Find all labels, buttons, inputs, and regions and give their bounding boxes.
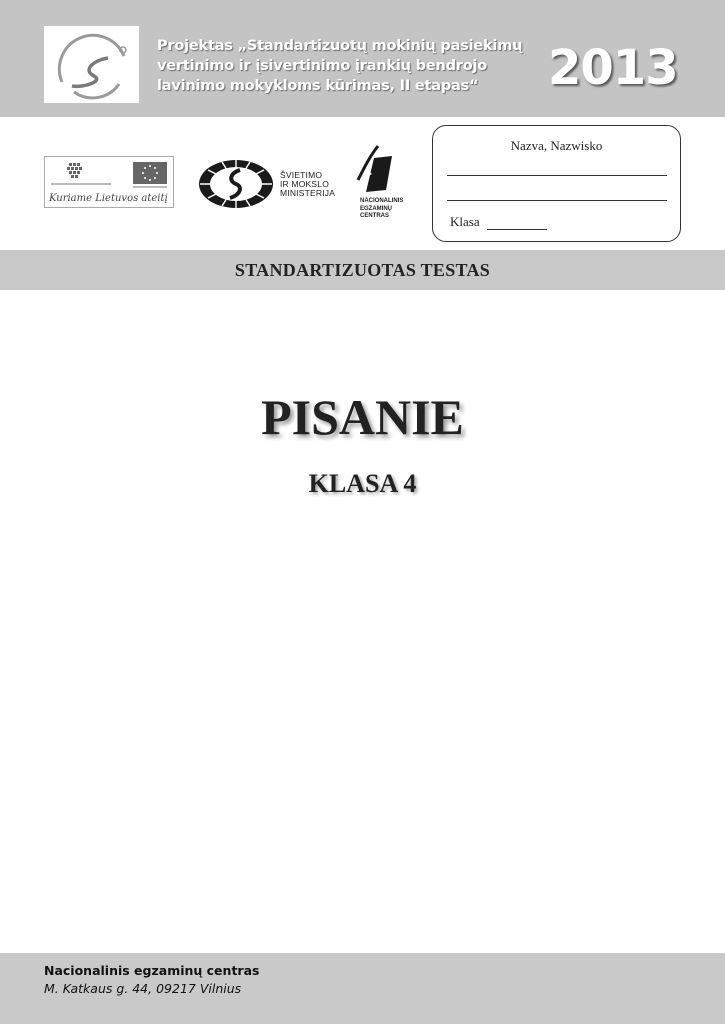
exam-center-name-line: CENTRAS <box>360 213 390 219</box>
page-title: PISANIE <box>261 389 464 445</box>
page-subtitle: KLASA 4 <box>308 469 417 498</box>
header-band <box>0 0 725 117</box>
ministry-emblem-icon <box>198 158 276 210</box>
test-type-title: STANDARTIZUOTAS TESTAS <box>234 260 491 280</box>
esf-logo <box>44 156 174 208</box>
exam-center-logo-icon <box>352 144 394 196</box>
footer-address: M. Katkaus g. 44, 09217 Vilnius <box>44 981 242 996</box>
esf-caption: Kuriame Lietuvos ateitį <box>49 193 168 204</box>
year-label: 2013 <box>548 40 678 96</box>
class-field-label: Klasa <box>450 214 480 229</box>
ministry-name <box>280 171 335 198</box>
project-title-line: lavinimo mokykloms kūrimas, II etapas“ <box>157 78 479 94</box>
ministry-name-line: IR MOKSLO <box>280 179 330 189</box>
student-info-box <box>432 125 681 242</box>
name-line-2[interactable] <box>447 200 667 201</box>
project-title-line: Projektas „Standartizuotų mokinių pasiekimų <box>157 38 523 54</box>
name-line-1[interactable] <box>447 175 667 176</box>
test-type-band <box>0 250 725 290</box>
footer-band <box>0 953 725 1024</box>
project-logo-icon <box>44 26 139 103</box>
exam-center-name-line: EGZAMINŲ <box>360 205 392 212</box>
exam-center-name-line: NACIONALINIS <box>360 198 404 204</box>
esf-emblems-icon <box>45 157 175 193</box>
name-field-label: Nazva, Nazwisko <box>510 138 603 153</box>
footer-organization: Nacionalinis egzaminų centras <box>44 963 260 978</box>
ministry-name-line: MINISTERIJA <box>280 188 336 198</box>
exam-center-name <box>360 198 403 221</box>
class-line[interactable] <box>487 229 547 230</box>
project-title-line: vertinimo ir įsivertinimo įrankių bendrojo <box>157 58 488 74</box>
ministry-name-line: ŠVIETIMO <box>280 170 323 180</box>
project-title <box>157 36 527 96</box>
